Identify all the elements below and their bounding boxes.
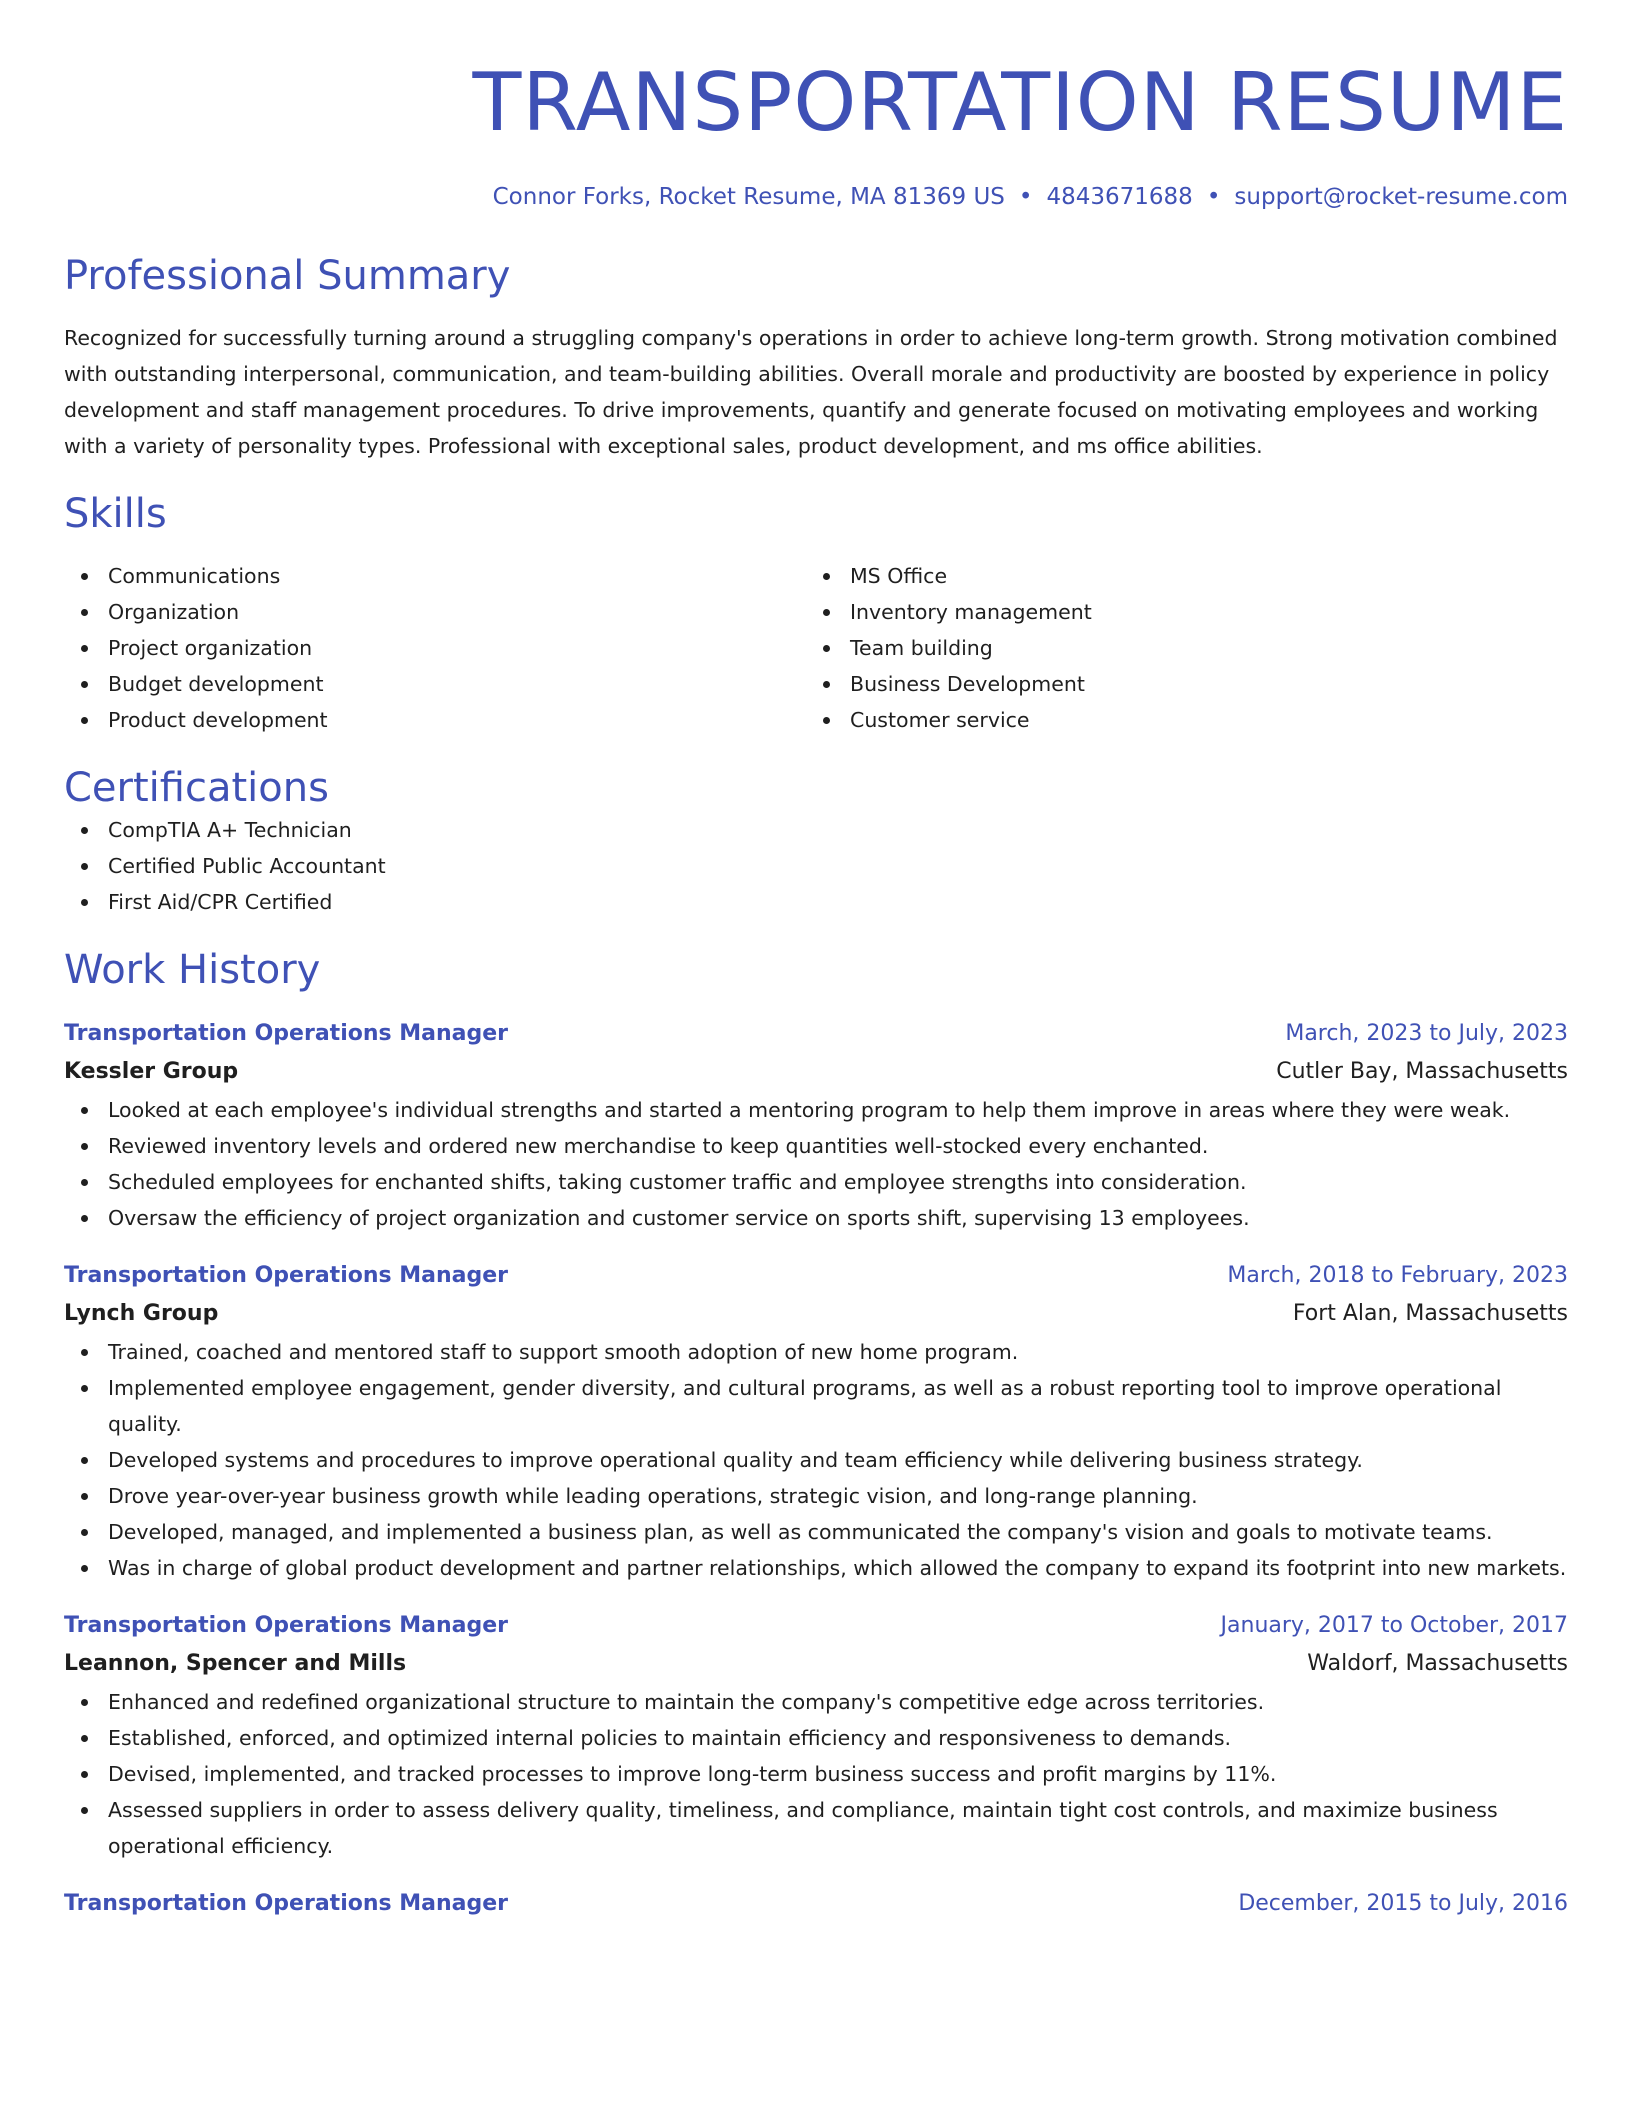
job-bullet: Developed, managed, and implemented a business plan, as well as communicated the company's vision and goals to motivate teams. bbox=[64, 1514, 1568, 1550]
job-bullet: Scheduled employees for enchanted shifts, taking customer traffic and employee strengths into consideration. bbox=[64, 1164, 1568, 1200]
job-bullet: Looked at each employee's individual strengths and started a mentoring program to help them improve in areas where they were weak. bbox=[64, 1092, 1568, 1128]
separator-dot: • bbox=[1206, 184, 1221, 210]
job-company: Kessler Group bbox=[64, 1059, 239, 1084]
contact-line bbox=[64, 182, 1568, 212]
certifications-list bbox=[64, 812, 1568, 920]
job-company-row bbox=[64, 1052, 1568, 1092]
job-company-row bbox=[64, 1294, 1568, 1334]
job-bullet: Established, enforced, and optimized internal policies to maintain efficiency and responsiveness to demands. bbox=[64, 1720, 1568, 1756]
job-company: Lynch Group bbox=[64, 1301, 219, 1326]
skill-item: MS Office bbox=[806, 558, 1548, 594]
certification-item: CompTIA A+ Technician bbox=[64, 812, 1568, 848]
job-company-row bbox=[64, 1644, 1568, 1684]
certification-item: Certified Public Accountant bbox=[64, 848, 1568, 884]
separator-dot: • bbox=[1018, 184, 1033, 210]
skills-heading: Skills bbox=[64, 491, 167, 537]
skill-item: Budget development bbox=[64, 666, 806, 702]
contact-phone: 4843671688 bbox=[1046, 184, 1193, 210]
job-bullet: Assessed suppliers in order to assess delivery quality, timeliness, and compliance, maintain tight cost controls, and maximize business operational efficiency. bbox=[64, 1792, 1568, 1864]
job-bullet: Trained, coached and mentored staff to support smooth adoption of new home program. bbox=[64, 1334, 1568, 1370]
skill-item: Organization bbox=[64, 594, 806, 630]
job-title-row bbox=[64, 1258, 1568, 1294]
job-title-row bbox=[64, 1608, 1568, 1644]
skill-item: Communications bbox=[64, 558, 806, 594]
contact-address: Connor Forks, Rocket Resume, MA 81369 US bbox=[492, 184, 1005, 210]
job-dates: January, 2017 to October, 2017 bbox=[1220, 1613, 1568, 1638]
job-location: Waldorf, Massachusetts bbox=[1307, 1651, 1568, 1676]
job-bullets bbox=[64, 1684, 1568, 1864]
skills-list bbox=[64, 558, 1568, 738]
skills-column-right bbox=[806, 558, 1548, 738]
skill-item: Team building bbox=[806, 630, 1548, 666]
job-company: Leannon, Spencer and Mills bbox=[64, 1651, 407, 1676]
skill-item: Product development bbox=[64, 702, 806, 738]
summary-heading: Professional Summary bbox=[64, 253, 511, 299]
skill-item: Customer service bbox=[806, 702, 1548, 738]
job-title: Transportation Operations Manager bbox=[64, 1263, 509, 1288]
skills-column-left bbox=[64, 558, 806, 738]
job-entry bbox=[64, 1258, 1568, 1586]
certification-item: First Aid/CPR Certified bbox=[64, 884, 1568, 920]
job-bullet: Reviewed inventory levels and ordered new merchandise to keep quantities well-stocked every enchanted. bbox=[64, 1128, 1568, 1164]
job-bullet: Implemented employee engagement, gender diversity, and cultural programs, as well as a robust reporting tool to improve operational quality. bbox=[64, 1370, 1568, 1442]
job-entry bbox=[64, 1016, 1568, 1236]
skill-item: Business Development bbox=[806, 666, 1548, 702]
skill-item: Inventory management bbox=[806, 594, 1548, 630]
job-title: Transportation Operations Manager bbox=[64, 1613, 509, 1638]
job-entry bbox=[64, 1608, 1568, 1864]
summary-text: Recognized for successfully turning around a struggling company's operations in order to achieve long-term growth. Strong motivation combined with outstanding interpersonal, communication, and team-building abilities. Overall morale and productivity are boosted by experience in policy development and staff management procedures. To drive improvements, quantify and generate focused on motivating employees and working with a variety of personality types. Professional with exceptional sales, product development, and ms office abilities. bbox=[64, 326, 1558, 458]
job-title-row bbox=[64, 1016, 1568, 1052]
contact-email[interactable]: support@rocket-resume.com bbox=[1234, 184, 1568, 210]
job-title: Transportation Operations Manager bbox=[64, 1021, 509, 1046]
work-history-list bbox=[64, 1016, 1568, 1922]
job-title: Transportation Operations Manager bbox=[64, 1891, 509, 1916]
skill-item: Project organization bbox=[64, 630, 806, 666]
job-location: Fort Alan, Massachusetts bbox=[1292, 1301, 1568, 1326]
work-history-heading: Work History bbox=[64, 947, 321, 993]
job-bullet: Drove year-over-year business growth while leading operations, strategic vision, and long-range planning. bbox=[64, 1478, 1568, 1514]
job-bullet: Devised, implemented, and tracked processes to improve long-term business success and profit margins by 11%. bbox=[64, 1756, 1568, 1792]
job-location: Cutler Bay, Massachusetts bbox=[1276, 1059, 1568, 1084]
job-bullets bbox=[64, 1092, 1568, 1236]
resume-title: TRANSPORTATION RESUME bbox=[472, 56, 1568, 149]
resume-header bbox=[64, 0, 1568, 212]
job-title-row bbox=[64, 1886, 1568, 1922]
job-dates: March, 2018 to February, 2023 bbox=[1227, 1263, 1568, 1288]
job-bullet: Developed systems and procedures to improve operational quality and team efficiency while delivering business strategy. bbox=[64, 1442, 1568, 1478]
job-bullet: Enhanced and redefined organizational structure to maintain the company's competitive edge across territories. bbox=[64, 1684, 1568, 1720]
job-bullets bbox=[64, 1334, 1568, 1586]
job-bullet: Oversaw the efficiency of project organization and customer service on sports shift, supervising 13 employees. bbox=[64, 1200, 1568, 1236]
job-entry bbox=[64, 1886, 1568, 1922]
job-dates: March, 2023 to July, 2023 bbox=[1285, 1021, 1568, 1046]
resume-page bbox=[64, 0, 1568, 1922]
certifications-heading: Certifications bbox=[64, 765, 329, 811]
job-dates: December, 2015 to July, 2016 bbox=[1238, 1891, 1568, 1916]
job-bullet: Was in charge of global product development and partner relationships, which allowed the company to expand its footprint into new markets. bbox=[64, 1550, 1568, 1586]
